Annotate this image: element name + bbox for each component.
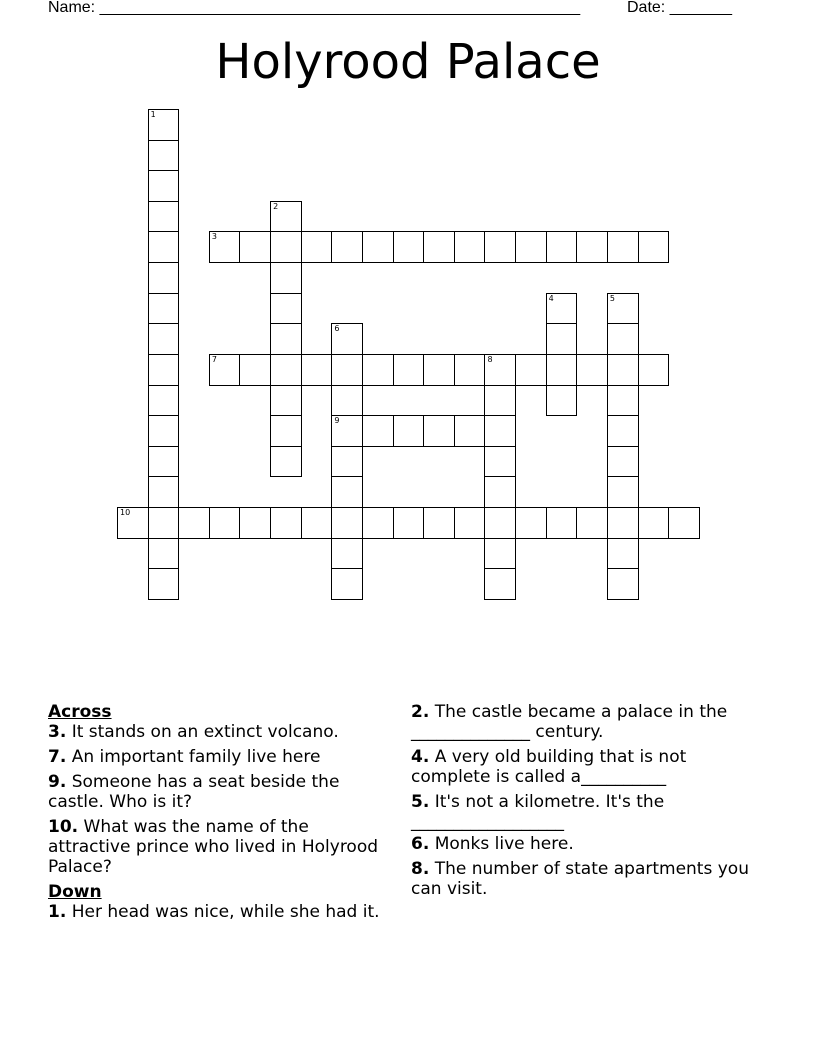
grid-cell[interactable]	[148, 538, 180, 570]
grid-cell[interactable]	[638, 507, 670, 539]
grid-cell[interactable]	[239, 231, 271, 263]
grid-cell[interactable]	[301, 507, 333, 539]
grid-cell[interactable]	[423, 415, 455, 447]
grid-cell[interactable]	[423, 354, 455, 386]
grid-cell[interactable]	[546, 323, 578, 355]
grid-cell[interactable]	[484, 446, 516, 478]
grid-cell[interactable]	[484, 507, 516, 539]
grid-cell[interactable]	[270, 201, 302, 233]
grid-cell[interactable]	[607, 507, 639, 539]
grid-cell[interactable]	[148, 476, 180, 508]
clue-number: 10	[120, 508, 131, 518]
grid-cell[interactable]	[331, 354, 363, 386]
grid-cell[interactable]	[331, 385, 363, 417]
grid-cell[interactable]	[148, 109, 180, 141]
clues-left-column	[48, 702, 388, 927]
grid-cell[interactable]	[393, 415, 425, 447]
name-field-label: Name: ______________________________________________________	[48, 0, 581, 16]
grid-cell[interactable]	[331, 507, 363, 539]
clue-down-5: 5. It's not a kilometre. It's the __________________	[411, 792, 665, 832]
clue-down-6: 6. Monks live here.	[411, 834, 574, 854]
grid-cell[interactable]	[362, 507, 394, 539]
grid-cell[interactable]	[301, 231, 333, 263]
grid-cell[interactable]	[546, 507, 578, 539]
clue-across-9: 9. Someone has a seat beside the castle. Who is it?	[48, 772, 340, 812]
grid-cell[interactable]	[546, 354, 578, 386]
grid-cell[interactable]	[148, 170, 180, 202]
grid-cell[interactable]	[331, 476, 363, 508]
grid-cell[interactable]	[331, 568, 363, 600]
grid-cell[interactable]	[638, 231, 670, 263]
across-heading: Across	[48, 702, 112, 722]
grid-cell[interactable]	[546, 231, 578, 263]
grid-cell[interactable]	[270, 507, 302, 539]
grid-cell[interactable]	[484, 538, 516, 570]
grid-cell[interactable]	[484, 568, 516, 600]
grid-cell[interactable]	[362, 415, 394, 447]
clue-down-2: 2. The castle became a palace in the ______________ century.	[411, 702, 728, 742]
clue-down-4: 4. A very old building that is not complete is called a__________	[411, 747, 687, 787]
clue-across-10: 10. What was the name of the attractive prince who lived in Holyrood Palace?	[48, 817, 379, 877]
grid-cell[interactable]	[576, 231, 608, 263]
grid-cell[interactable]	[515, 354, 547, 386]
grid-cell[interactable]	[270, 415, 302, 447]
grid-cell[interactable]	[362, 354, 394, 386]
grid-cell[interactable]	[148, 415, 180, 447]
grid-cell[interactable]	[546, 385, 578, 417]
down-heading: Down	[48, 882, 102, 902]
clue-number: 1	[150, 110, 156, 119]
clue-number: 4	[548, 293, 554, 303]
grid-cell[interactable]	[148, 385, 180, 417]
grid-cell[interactable]	[515, 231, 547, 263]
grid-cell[interactable]	[270, 323, 302, 355]
grid-cell[interactable]	[148, 446, 180, 478]
grid-cell[interactable]	[393, 354, 425, 386]
clue-down-8: 8. The number of state apartments you can visit.	[411, 859, 749, 899]
clue-number: 9	[334, 416, 340, 426]
grid-cell[interactable]	[576, 354, 608, 386]
grid-cell[interactable]	[148, 262, 180, 294]
grid-cell[interactable]	[607, 446, 639, 478]
grid-cell[interactable]	[362, 231, 394, 263]
date-field-label: Date: _______	[627, 0, 732, 16]
grid-cell[interactable]	[209, 507, 241, 539]
grid-cell[interactable]	[331, 538, 363, 570]
grid-cell[interactable]	[454, 354, 486, 386]
grid-cell[interactable]	[148, 293, 180, 325]
grid-cell[interactable]	[148, 507, 180, 539]
grid-cell[interactable]	[331, 231, 363, 263]
grid-cell[interactable]	[148, 231, 180, 263]
grid-cell[interactable]	[270, 354, 302, 386]
grid-cell[interactable]	[454, 231, 486, 263]
grid-cell[interactable]	[270, 385, 302, 417]
grid-cell[interactable]	[607, 476, 639, 508]
grid-cell[interactable]	[331, 415, 363, 447]
grid-cell[interactable]	[270, 293, 302, 325]
page-title: Holyrood Palace	[215, 34, 601, 90]
grid-cell[interactable]	[148, 568, 180, 600]
grid-cell[interactable]	[607, 415, 639, 447]
grid-cell[interactable]	[607, 323, 639, 355]
grid-cell[interactable]	[331, 323, 363, 355]
clue-number: 7	[211, 354, 217, 364]
grid-cell[interactable]	[270, 231, 302, 263]
grid-cell[interactable]	[393, 231, 425, 263]
clue-down-1: 1. Her head was nice, while she had it.	[48, 902, 380, 922]
grid-cell[interactable]	[607, 568, 639, 600]
grid-cell[interactable]	[423, 507, 455, 539]
grid-cell[interactable]	[178, 507, 210, 539]
clue-number: 3	[211, 232, 217, 242]
grid-cell[interactable]	[484, 476, 516, 508]
grid-cell[interactable]	[638, 354, 670, 386]
grid-cell[interactable]	[454, 415, 486, 447]
grid-cell[interactable]	[239, 507, 271, 539]
grid-cell[interactable]	[668, 507, 700, 539]
grid-cell[interactable]	[331, 446, 363, 478]
grid-cell[interactable]	[148, 323, 180, 355]
clue-number: 2	[273, 201, 279, 211]
clue-across-7: 7. An important family live here	[48, 747, 321, 767]
clue-number: 6	[334, 324, 340, 334]
grid-cell[interactable]	[117, 507, 149, 539]
clue-number: 8	[487, 354, 493, 364]
grid-cell[interactable]	[423, 231, 455, 263]
grid-cell[interactable]	[209, 231, 241, 263]
grid-cell[interactable]	[148, 201, 180, 233]
clue-number: 5	[609, 293, 615, 303]
grid-cell[interactable]	[576, 507, 608, 539]
grid-cell[interactable]	[148, 354, 180, 386]
clues-right-column	[411, 702, 761, 904]
grid-cell[interactable]	[484, 354, 516, 386]
clue-across-3: 3. It stands on an extinct volcano.	[48, 722, 339, 742]
grid-cell[interactable]	[270, 446, 302, 478]
grid-cell[interactable]	[607, 354, 639, 386]
grid-cell[interactable]	[484, 231, 516, 263]
grid-cell[interactable]	[607, 538, 639, 570]
grid-cell[interactable]	[239, 354, 271, 386]
grid-cell[interactable]	[454, 507, 486, 539]
grid-cell[interactable]	[301, 354, 333, 386]
grid-cell[interactable]	[607, 293, 639, 325]
grid-cell[interactable]	[607, 231, 639, 263]
grid-cell[interactable]	[546, 293, 578, 325]
grid-cell[interactable]	[393, 507, 425, 539]
grid-cell[interactable]	[515, 507, 547, 539]
grid-cell[interactable]	[209, 354, 241, 386]
grid-cell[interactable]	[148, 140, 180, 172]
grid-cell[interactable]	[484, 385, 516, 417]
grid-cell[interactable]	[607, 385, 639, 417]
grid-cell[interactable]	[270, 262, 302, 294]
grid-cell[interactable]	[484, 415, 516, 447]
